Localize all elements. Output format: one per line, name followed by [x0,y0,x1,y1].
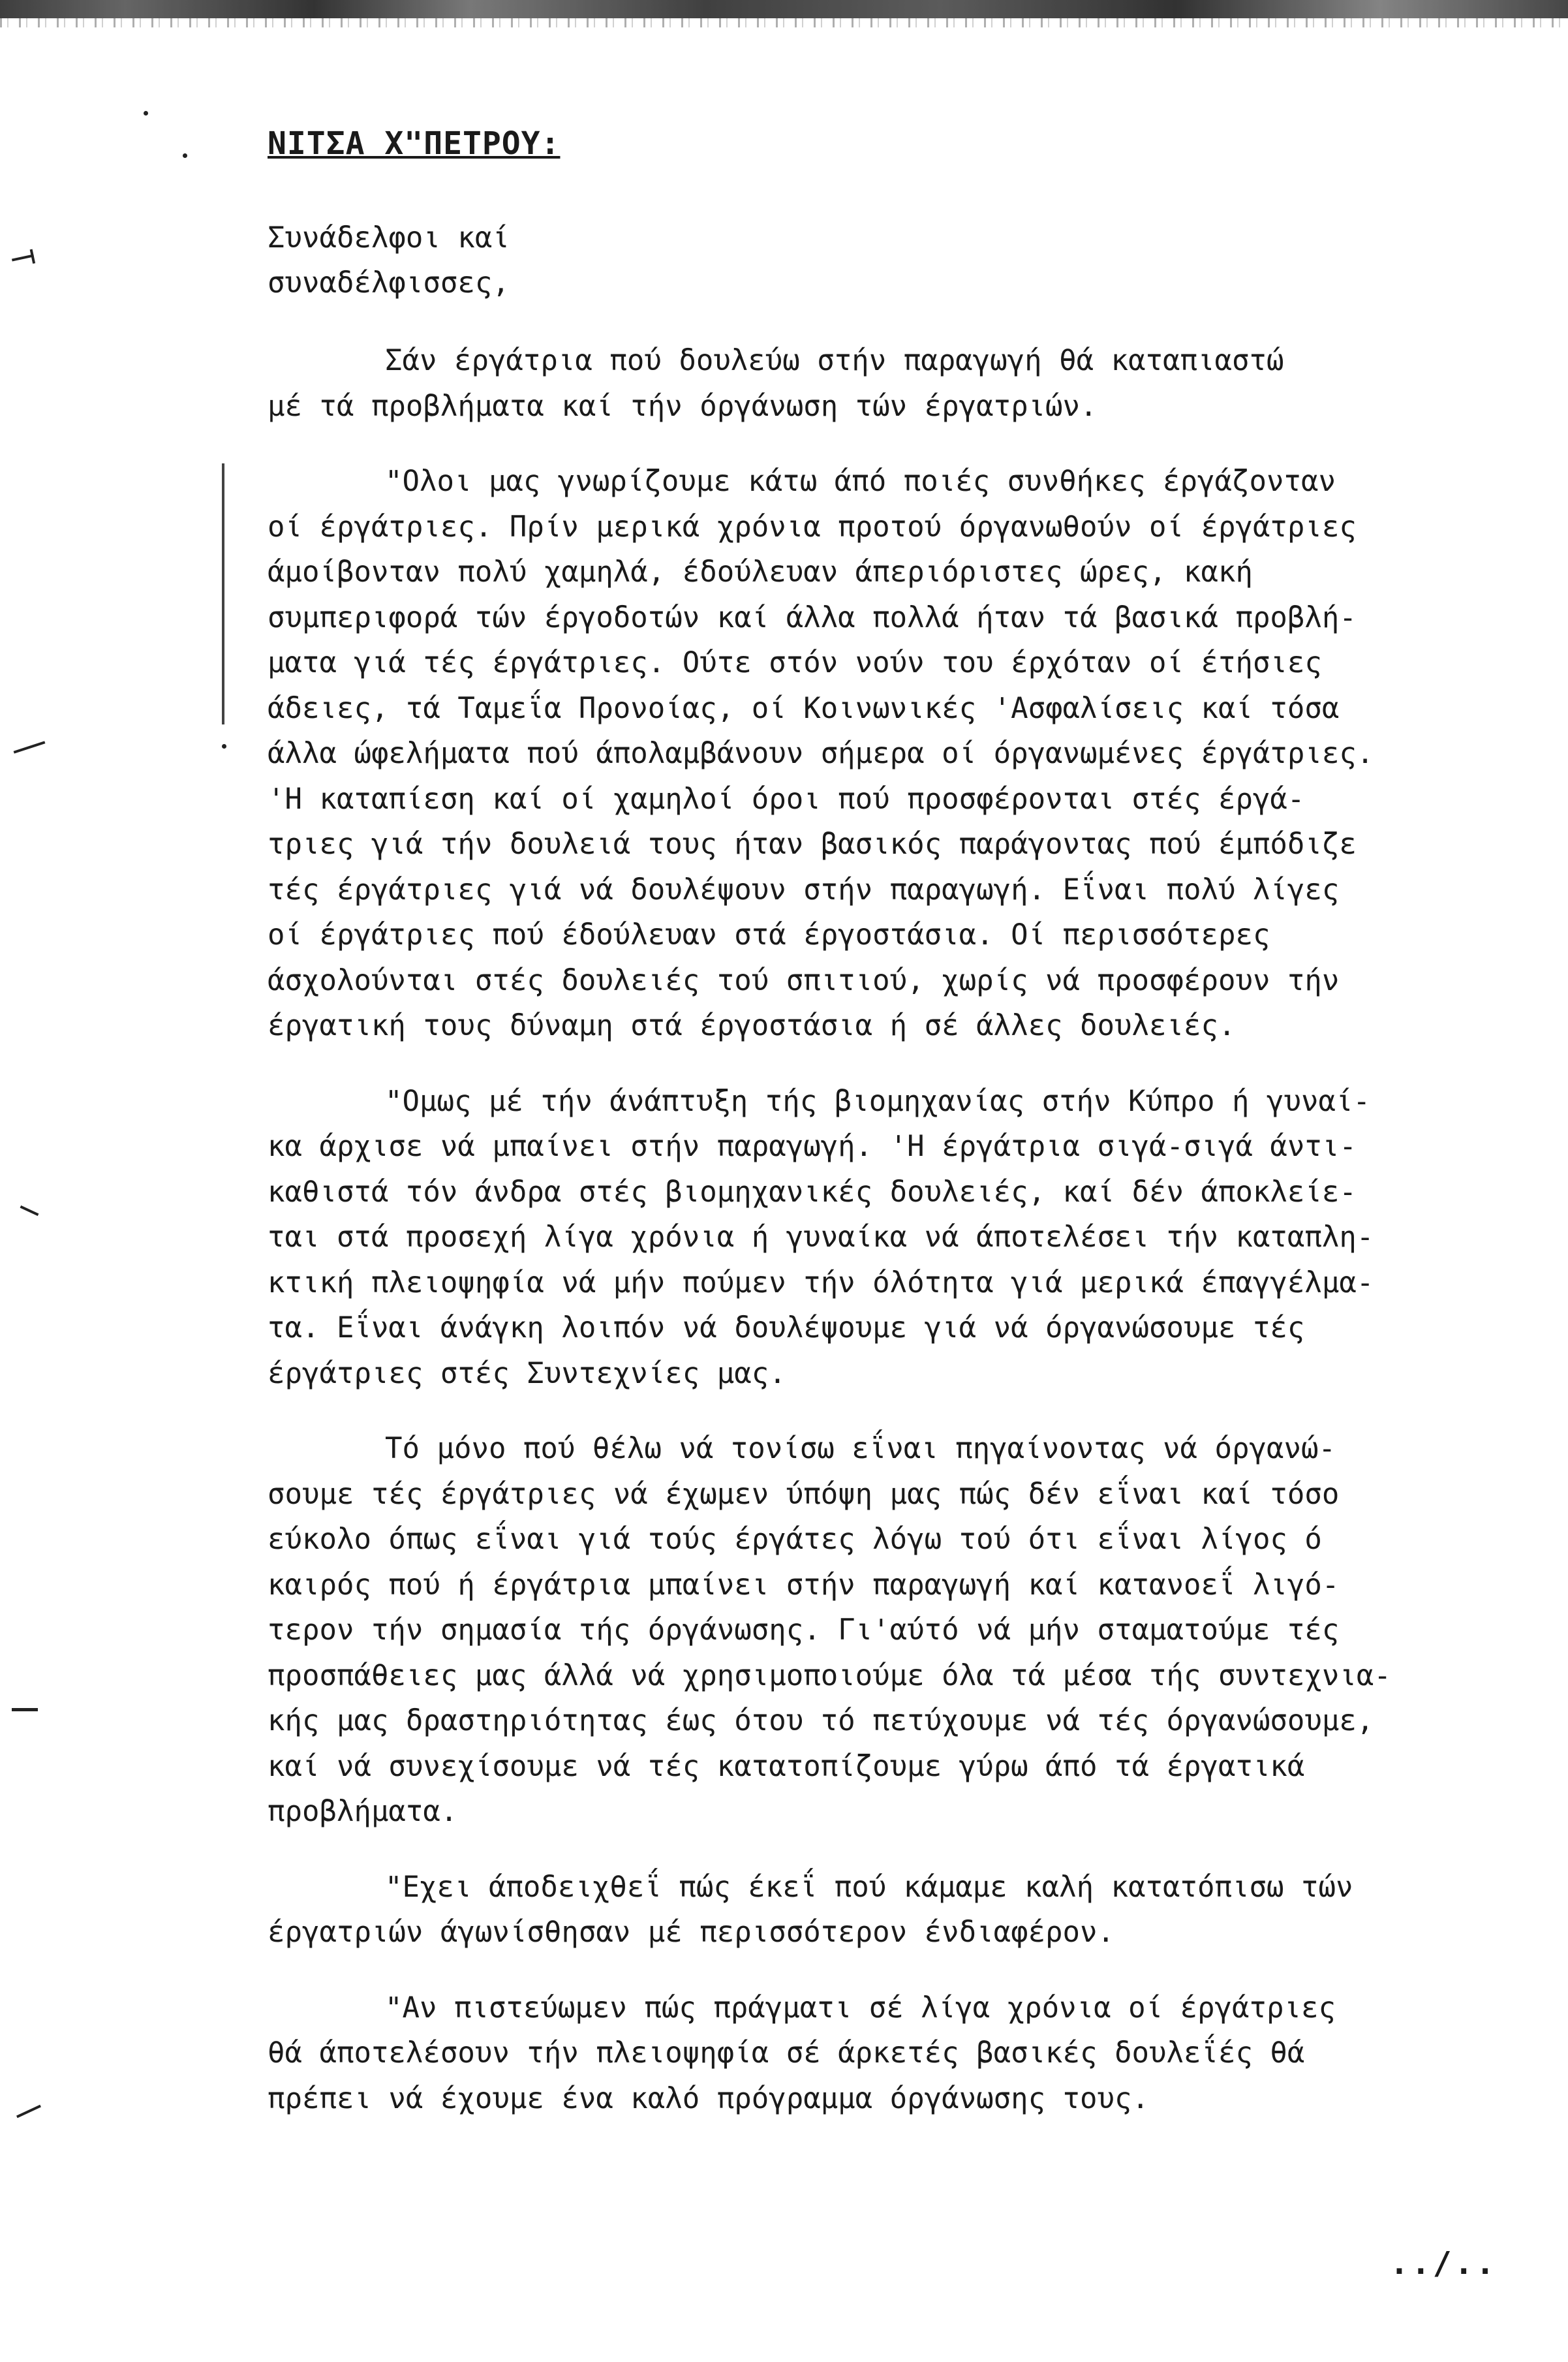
paragraph [268,1985,1566,2122]
salutation [268,215,1566,305]
speaker-heading: ΝΙΤΣΑ Χ"ΠΕΤΡΟΥ: [268,125,561,162]
text-line: "Ολοι μας γνωρίζουμε κάτω άπό ποιές συνθήκες έργάζονταν [385,465,1336,498]
text-line: συμπεριφορά τών έργοδοτών καί άλλα πολλά ήταν τά βασικά προβλή- [268,600,1357,634]
paragraph [268,459,1566,1049]
text-line: σουμε τές έργάτριες νά έχωμεν ύπόψη μας πώς δέν εΐναι καί τόσο [268,1477,1340,1511]
text-line: "Εχει άποδειχθεΐ πώς έκεΐ πού κάμαμε καλή κατατόπισω τών [385,1870,1353,1904]
margin-vertical-line [222,463,224,724]
text-line: άδειες, τά Ταμεΐα Προνοίας, οί Κοινωνικές 'Ασφαλίσεις καί τόσα [268,691,1340,725]
text-line: Τό μόνο πού θέλω νά τονίσω εΐναι πηγαίνοντας νά όργανώ- [385,1432,1336,1465]
text-line: άμοίβονταν πολύ χαμηλά, έδούλευαν άπεριόριστες ώρες, κακή [268,555,1253,589]
scan-top-edge [0,0,1568,18]
margin-mark [12,255,34,262]
margin-mark [16,2105,41,2119]
text-line: μέ τά προβλήματα καί τήν όργάνωση τών έργατριών. [268,389,1098,423]
body-text [268,338,1566,2121]
text-line: τές έργάτριες γιά νά δουλέψουν στήν παραγωγή. Εΐναι πολύ λίγες [268,873,1340,907]
text-line: τριες γιά τήν δουλειά τους ήταν βασικός παράγοντας πού έμπόδιζε [268,828,1357,861]
text-line: ται στά προσεχή λίγα χρόνια ή γυναίκα νά άποτελέσει τήν καταπλη- [268,1220,1374,1254]
paragraph [268,1426,1566,1835]
paragraph [268,1865,1566,1955]
text-line: πρέπει νά έχουμε ένα καλό πρόγραμμα όργάνωσης τους. [268,2081,1150,2115]
text-line: ματα γιά τές έργάτριες. Ούτε στόν νούν του έρχόταν οί έτήσιες [268,646,1322,679]
continuation-mark: ../.. [1390,2245,1498,2282]
text-line: καθιστά τόν άνδρα στές βιομηχανικές δουλειές, καί δέν άποκλείε- [268,1175,1357,1209]
text-line: έργάτριες στές Συντεχνίες μας. [268,1356,786,1390]
text-line: προβλήματα. [268,1795,458,1828]
margin-mark [12,1708,38,1711]
text-line: κτική πλειοψηφία νά μήν πούμεν τήν όλότητα γιά μερικά έπαγγέλμα- [268,1266,1374,1299]
text-line: εύκολο όπως εΐναι γιά τούς έργάτες λόγω τού ότι εΐναι λίγος ό [268,1523,1322,1556]
text-line: θά άποτελέσουν τήν πλειοψηφία σέ άρκετές βασικές δουλεΐές θά [268,2036,1305,2070]
margin-mark [20,1205,39,1216]
text-line: άσχολούνται στές δουλειές τού σπιτιού, χωρίς νά προσφέρουν τήν [268,963,1340,997]
speck [144,111,148,116]
text-line: προσπάθειες μας άλλά νά χρησιμοποιούμε όλα τά μέσα τής συντεχνια- [268,1658,1391,1692]
text-line: κα άρχισε νά μπαίνει στήν παραγωγή. 'Η έργάτρια σιγά-σιγά άντι- [268,1130,1357,1163]
text-line: οί έργάτριες. Πρίν μερικά χρόνια προτού όργανωθούν οί έργάτριες [268,510,1357,544]
text-line: "Αν πιστεύωμεν πώς πράγματι σέ λίγα χρόνια οί έργάτριες [385,1991,1336,2025]
text-line: 'Η καταπίεση καί οί χαμηλοί όροι πού προσφέρονται στές έργά- [268,782,1305,816]
paragraph [268,1079,1566,1397]
text-line: καιρός πού ή έργάτρια μπαίνει στήν παραγωγή καί κατανοεΐ λιγό- [268,1568,1340,1602]
text-line: καί νά συνεχίσουμε νά τές κατατοπίζουμε γύρω άπό τά έργατικά [268,1749,1305,1783]
text-line: κής μας δραστηριότητας έως ότου τό πετύχουμε νά τές όργανώσουμε, [268,1704,1374,1737]
document-page [268,124,1566,2151]
text-line: άλλα ώφελήματα πού άπολαμβάνουν σήμερα οί όργανωμένες έργάτριες. [268,737,1374,770]
text-line: τερον τήν σημασία τής όργάνωσης. Γι'αύτό νά μήν σταματούμε τές [268,1613,1340,1647]
text-line: "Ομως μέ τήν άνάπτυξη τής βιομηχανίας στήν Κύπρο ή γυναί- [385,1084,1370,1118]
margin-mark [14,741,46,753]
speck [183,153,187,158]
text-line: έργατική τους δύναμη στά έργοστάσια ή σέ άλλες δουλειές. [268,1009,1236,1042]
text-line: έργατριών άγωνίσθησαν μέ περισσότερον ένδιαφέρον. [268,1916,1115,1949]
paragraph [268,338,1566,429]
salutation-line: συναδέλφισσες, [268,266,510,300]
text-line: τα. Εΐναι άνάγκη λοιπόν νά δουλέψουμε γιά νά όργανώσουμε τές [268,1311,1305,1344]
text-line: οί έργάτριες πού έδούλευαν στά έργοστάσια. Οί περισσότερες [268,918,1270,952]
salutation-line: Συνάδελφοι καί [268,221,510,255]
speck [222,744,226,749]
text-line: Σάν έργάτρια πού δουλεύω στήν παραγωγή θά καταπιαστώ [385,344,1284,377]
